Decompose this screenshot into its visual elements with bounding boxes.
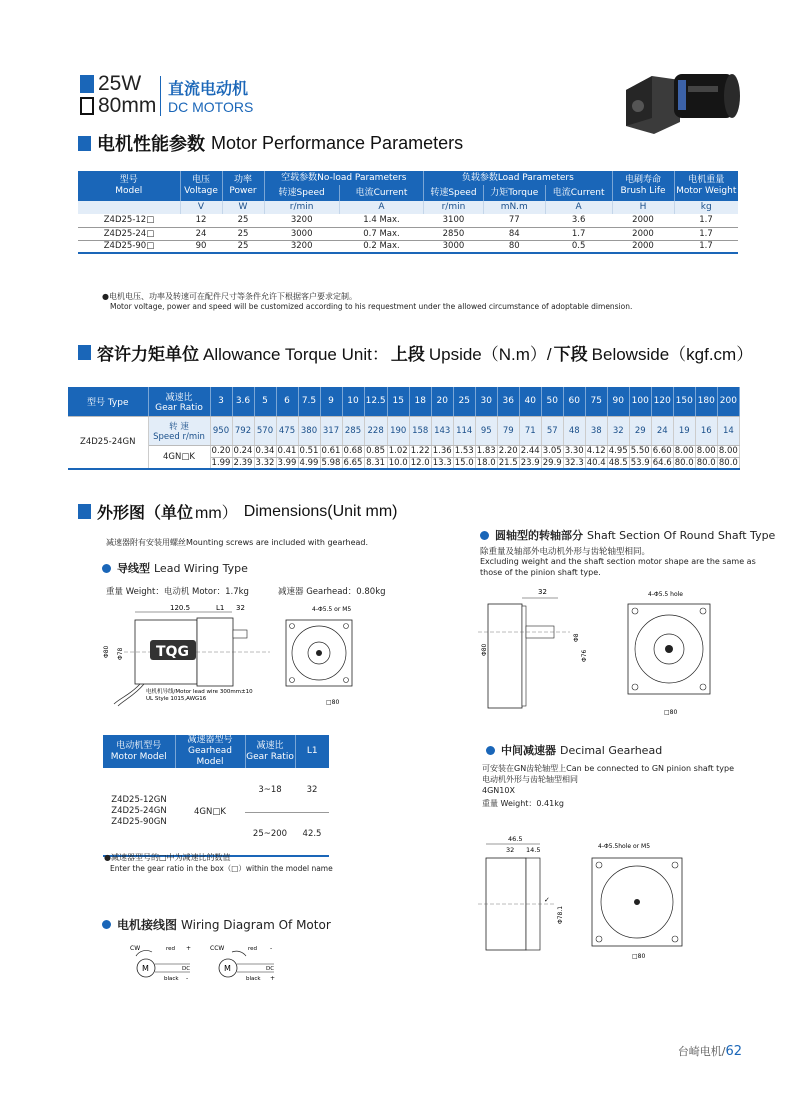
cell: 12: [180, 214, 222, 227]
upper-torque-value: 2.20: [498, 446, 518, 456]
weight-gearhead: 减速器 Gearhead：0.80kg: [278, 587, 386, 597]
h-ratio-cn: 减速比: [256, 740, 284, 751]
speed-value: 792: [232, 416, 254, 445]
wiring-diagram: [128, 942, 288, 986]
cell: Z4D25-24□: [78, 227, 180, 240]
lower-torque-value: 1.99: [211, 457, 231, 468]
model-cell: Z4D25-24GN: [68, 416, 148, 469]
svg-text:Φ8: Φ8: [573, 633, 580, 642]
torque-heading-cn2: 上段: [390, 345, 425, 365]
h-brush-cn: 电刷寿命: [624, 175, 661, 185]
lower-torque-value: 48.5: [608, 457, 628, 468]
upper-torque-value: 1.22: [410, 446, 430, 456]
h-voltage-en: Voltage: [184, 186, 218, 196]
speed-value: 29: [629, 416, 651, 445]
upper-torque-value: 8.00: [696, 446, 716, 456]
speed-value: 475: [276, 416, 298, 445]
upper-torque-value: 0.61: [321, 446, 341, 456]
sq80-label: □80: [326, 699, 340, 706]
shaft-note-en1: Excluding weight and the shaft section motor shape are the same as: [480, 557, 756, 566]
cell: 25: [222, 240, 264, 253]
upper-torque-value: 0.20: [211, 446, 231, 456]
speed-value: 38: [585, 416, 607, 445]
cell: 84: [483, 227, 545, 240]
ratio-value: 50: [541, 387, 563, 416]
heading-marker: [78, 345, 91, 360]
title-divider: [160, 76, 161, 116]
page-footer: [678, 1043, 742, 1059]
perf-heading-en: Motor Performance Parameters: [211, 132, 464, 153]
h-voltage-cn: 电压: [191, 175, 210, 185]
cell: 3.6: [545, 214, 612, 227]
cell: Z4D25-90□: [78, 240, 180, 253]
upper-torque-value: 0.41: [277, 446, 297, 456]
dims-heading-en: Dimensions(Unit mm): [243, 502, 398, 520]
ratio-value: 200: [717, 387, 739, 416]
lower-torque-value: 23.9: [520, 457, 540, 468]
weight-motor: 重量 Weight：电动机 Motor：1.7kg: [106, 587, 249, 597]
speed-value: 32: [607, 416, 629, 445]
upper-torque-value: 4.95: [608, 446, 628, 456]
ratio-value: 3.6: [232, 387, 254, 416]
lower-torque-value: 5.98: [321, 457, 341, 468]
speed-value: 380: [298, 416, 320, 445]
h-power-cn: 功率: [233, 175, 252, 185]
upper-torque-value: 1.83: [476, 446, 496, 456]
torque-heading-en3: Belowside（kgf.cm）: [591, 345, 754, 364]
lower-torque-value: 53.9: [630, 457, 650, 468]
plus-label: +: [270, 975, 276, 982]
upper-torque-value: 3.05: [542, 446, 562, 456]
speed-value: 71: [519, 416, 541, 445]
cell: 3000: [264, 227, 339, 240]
lead-wiring-heading: [102, 560, 248, 576]
h-brush-en: Brush Life: [620, 186, 666, 196]
motor-model: Z4D25-24GN: [111, 806, 167, 816]
shaft-heading: [480, 527, 775, 543]
upper-torque-value: 0.24: [233, 446, 253, 456]
lower-torque-value: 29.9: [542, 457, 562, 468]
lower-torque-value: 80.0: [674, 457, 694, 468]
decimal-note-2: 电动机外形与齿轮轴型相同: [482, 775, 578, 784]
shaft-cn: 圆轴型的转轴部分: [495, 529, 583, 542]
h-load-speed: 转速Speed: [424, 185, 484, 201]
cell: Z4D25-12□: [78, 214, 180, 227]
red-label: red: [166, 946, 176, 952]
cell: 90: [180, 240, 222, 253]
motor-product-image: [622, 60, 740, 136]
ratio-value: 10: [342, 387, 364, 416]
h-speed-en: Speed r/min: [153, 431, 205, 442]
lower-torque-value: 80.0: [718, 457, 738, 468]
wire-note-2: UL Style 1015,AWG16: [146, 696, 207, 702]
dim-l1-label: L1: [216, 604, 225, 612]
dim-32-label: 32: [236, 604, 245, 612]
svg-text:□80: □80: [664, 709, 678, 716]
lead-cn: 导线型: [117, 562, 150, 575]
speed-value: 228: [364, 416, 387, 445]
wiring-heading: [102, 916, 331, 933]
lower-torque-value: 40.4: [586, 457, 606, 468]
lower-torque-value: 15.0: [454, 457, 474, 468]
gearhead-model: 4GN□K: [175, 768, 245, 856]
speed-value: 114: [453, 416, 475, 445]
table-row: [78, 227, 738, 240]
svg-text:Φ80: Φ80: [481, 643, 488, 656]
speed-value: 19: [673, 416, 695, 445]
shaft-note-en2: those of the pinion shaft type.: [480, 568, 601, 577]
lower-torque-value: 4.99: [299, 457, 319, 468]
h-motor-cn: 电动机型号: [116, 740, 162, 751]
cell: 1.4 Max.: [339, 214, 423, 227]
ratio-value: 180: [695, 387, 717, 416]
torque-heading: [78, 340, 753, 365]
motor-symbol-m: M: [224, 964, 231, 973]
upper-torque-value: 0.34: [255, 446, 275, 456]
h-noload-speed: 转速Speed: [264, 185, 339, 201]
l1-value: 32: [295, 768, 329, 812]
speed-value: 570: [254, 416, 276, 445]
dims-heading: [78, 500, 397, 523]
ratio-value: 18: [409, 387, 431, 416]
cell: 3200: [264, 214, 339, 227]
lower-torque-value: 12.0: [410, 457, 430, 468]
unit-cell: r/min: [424, 201, 484, 214]
perf-heading-cn: 电机性能参数: [97, 134, 205, 155]
h-weight-en: Motor Weight: [676, 186, 737, 196]
dims-heading-unit: mm）: [195, 505, 238, 522]
h-ratio-cn: 减速比: [165, 392, 193, 403]
h-ratio: [148, 387, 210, 416]
gear-note-en: Enter the gear ratio in the box（□）within the model name: [110, 864, 333, 873]
h-l1: L1: [295, 735, 329, 768]
svg-text:32: 32: [506, 846, 515, 854]
gear-note-cn: ●减速器型号的□中为减速比的数值: [104, 853, 231, 862]
h-noload: 空载参数No-load Parameters: [264, 171, 424, 185]
lower-torque-value: 18.0: [476, 457, 496, 468]
h-gear-cn: 减速器型号: [187, 735, 233, 745]
speed-value: 285: [342, 416, 364, 445]
decimal-gearhead-drawing: [478, 832, 750, 962]
speed-value: 16: [695, 416, 717, 445]
ratio-value: 100: [629, 387, 651, 416]
perf-note-en: Motor voltage, power and speed will be customized according to his requestment under the allowed circumstance of adoptable dimension.: [110, 302, 633, 311]
cell: 2000: [612, 240, 674, 253]
motor-model: Z4D25-90GN: [111, 817, 167, 827]
title-block: [80, 72, 156, 118]
dims-heading-cn: 外形图（单位: [97, 503, 194, 522]
hole-label: 4-Φ5.5 or M5: [312, 606, 352, 613]
lower-torque-value: 21.5: [498, 457, 518, 468]
upper-torque-value: 8.00: [718, 446, 738, 456]
tqg-logo-text: TQG: [156, 644, 189, 660]
ratio-value: 120: [651, 387, 673, 416]
torque-heading-en1: Allowance Torque Unit：: [203, 345, 389, 364]
cell: 0.7 Max.: [339, 227, 423, 240]
ratio-value: 12.5: [364, 387, 387, 416]
black-label: black: [164, 976, 179, 982]
svg-text:Φ78.1: Φ78.1: [557, 905, 564, 924]
gear-cell: 4GN□K: [148, 445, 210, 469]
dim-120-label: 120.5: [170, 604, 191, 612]
lower-torque-value: 10.0: [388, 457, 408, 468]
cell: 24: [180, 227, 222, 240]
h-type: 型号 Type: [68, 387, 148, 416]
upper-torque-value: 8.00: [674, 446, 694, 456]
performance-table: [78, 171, 738, 254]
torque-heading-cn3: 下段: [553, 345, 588, 365]
round-shaft-drawing: [478, 582, 750, 722]
category-title-en: DC MOTORS: [168, 99, 254, 115]
cell: 1.7: [674, 214, 738, 227]
torque-table: [68, 387, 740, 470]
h-ratio-en: Gear Ratio: [155, 402, 203, 413]
svg-text:✓: ✓: [544, 896, 550, 904]
h-model-en: Model: [115, 186, 143, 196]
unit-cell: kg: [674, 201, 738, 214]
ratio-value: 40: [519, 387, 541, 416]
ratio-value: 3: [210, 387, 232, 416]
hole-label-2: 4-Φ5.5 hole: [648, 591, 683, 598]
cell: 77: [483, 214, 545, 227]
upper-torque-value: 4.12: [586, 446, 606, 456]
table-row: [78, 214, 738, 227]
unit-cell: r/min: [264, 201, 339, 214]
black-label: black: [246, 976, 261, 982]
perf-note-cn: ●电机电压、功率及转速可在配件尺寸等条件允许下根据客户要求定制。: [102, 292, 357, 301]
svg-text:Φ76: Φ76: [581, 649, 588, 662]
h-load-current: 电流Current: [545, 185, 612, 201]
motor-symbol-m: M: [142, 964, 149, 973]
h-power-en: Power: [229, 186, 257, 196]
cell: 2000: [612, 227, 674, 240]
speed-value: 79: [497, 416, 519, 445]
category-title: [168, 76, 253, 115]
decimal-note-1: 可安装在GN齿轮轴型上Can be connected to GN pinion shaft type: [482, 764, 735, 773]
lower-torque-value: 8.31: [364, 457, 387, 469]
cell: 2850: [424, 227, 484, 240]
ratio-range: 25~200: [245, 812, 295, 856]
unit-cell: H: [612, 201, 674, 214]
lead-en: Lead Wiring Type: [154, 561, 248, 575]
svg-text:Φ80: Φ80: [103, 645, 110, 658]
frame-size: 80mm: [98, 94, 157, 117]
shaft-note-cn: 除重量及轴部外电动机外形与齿轮轴型相同。: [480, 547, 651, 557]
decimal-cn: 中间减速器: [501, 744, 556, 757]
torque-heading-cn1: 容许力矩单位: [97, 345, 199, 365]
svg-text:32: 32: [538, 588, 547, 596]
speed-row: [68, 416, 740, 445]
category-title-cn: 直流电动机: [168, 79, 249, 98]
minus-label: -: [270, 945, 273, 952]
h-motor-en: Motor Model: [110, 751, 167, 762]
screws-note: 减速器附有安装用螺丝Mounting screws are included with gearhead.: [106, 538, 369, 547]
ratio-value: 9: [320, 387, 342, 416]
upper-torque-value: 2.44: [520, 446, 540, 456]
h-model-cn: 型号: [119, 175, 138, 185]
upper-torque-value: 1.02: [388, 446, 408, 456]
svg-text:Φ78: Φ78: [117, 647, 124, 660]
ratio-value: 6: [276, 387, 298, 416]
lower-torque-value: 32.3: [564, 457, 584, 468]
bullet-dot: [480, 531, 489, 540]
ccw-label: CCW: [210, 945, 225, 952]
speed-value: 14: [717, 416, 739, 445]
lead-wiring-drawing: [100, 600, 360, 712]
cell: 1.7: [545, 227, 612, 240]
h-ratio-en: Gear Ratio: [246, 751, 294, 762]
cell: 0.5: [545, 240, 612, 253]
cell: 3000: [424, 240, 484, 253]
speed-value: 95: [475, 416, 497, 445]
upper-torque-value: 0.51: [299, 446, 319, 456]
red-label: red: [248, 946, 258, 952]
speed-value: 158: [409, 416, 431, 445]
unit-cell: V: [180, 201, 222, 214]
speed-value: 950: [210, 416, 232, 445]
cell: 0.2 Max.: [339, 240, 423, 253]
cell: 3100: [424, 214, 484, 227]
ratio-value: 5: [254, 387, 276, 416]
heading-marker: [78, 504, 91, 519]
ratio-value: 36: [497, 387, 519, 416]
ratio-value: 90: [607, 387, 629, 416]
unit-cell: A: [339, 201, 423, 214]
h-load: 负载参数Load Parameters: [424, 171, 612, 185]
dim-465-label: 46.5: [508, 835, 523, 843]
cell: 2000: [612, 214, 674, 227]
wiring-cn: 电机接线图: [117, 918, 178, 932]
cell: 3200: [264, 240, 339, 253]
cell: 25: [222, 214, 264, 227]
lower-torque-value: 3.32: [255, 457, 275, 468]
unit-cell: W: [222, 201, 264, 214]
table-row: [78, 240, 738, 253]
decimal-en: Decimal Gearhead: [560, 743, 663, 757]
cw-label: CW: [130, 945, 141, 952]
ratio-value: 30: [475, 387, 497, 416]
h-noload-current: 电流Current: [339, 185, 423, 201]
upper-torque-value: 1.36: [432, 446, 452, 456]
ratio-value: 25: [453, 387, 475, 416]
lower-torque-value: 2.39: [233, 457, 253, 468]
upper-torque-value: 3.30: [564, 446, 584, 456]
h-gear-en: Gearhead Model: [187, 746, 233, 767]
unit-cell: A: [545, 201, 612, 214]
upper-torque-value: 0.85: [364, 445, 387, 457]
lower-torque-value: 13.3: [432, 457, 452, 468]
shaft-en: Shaft Section Of Round Shaft Type: [587, 528, 776, 542]
ratio-value: 15: [387, 387, 409, 416]
decimal-model: 4GN10X: [482, 786, 515, 795]
plus-label: +: [186, 945, 192, 952]
cell: 1.7: [674, 227, 738, 240]
bullet-dot: [486, 746, 495, 755]
dc-label: DC: [266, 966, 275, 972]
upper-torque-row: [68, 445, 740, 457]
power-rating: 25W: [98, 72, 142, 95]
h-speed: [148, 416, 210, 445]
wire-note-1: 电机机导线/Motor lead wire 300mm±10: [146, 689, 253, 695]
upper-torque-value: 0.68: [343, 446, 363, 456]
ratio-range: 3~18: [245, 768, 295, 812]
speed-value: 190: [387, 416, 409, 445]
minus-label: -: [186, 975, 189, 982]
speed-value: 57: [541, 416, 563, 445]
unit-cell: mN.m: [483, 201, 545, 214]
cell: 25: [222, 227, 264, 240]
heading-marker: [78, 136, 91, 151]
gear-table: [103, 735, 329, 857]
svg-text:□80: □80: [632, 953, 646, 960]
wiring-en: Wiring Diagram Of Motor: [181, 917, 331, 932]
decimal-weight: 重量 Weight：0.41kg: [482, 799, 564, 808]
outline-square-marker: [80, 97, 94, 115]
speed-value: 48: [563, 416, 585, 445]
ratio-value: 7.5: [298, 387, 320, 416]
perf-heading: [78, 130, 463, 156]
l1-value: 42.5: [295, 812, 329, 856]
ratio-value: 150: [673, 387, 695, 416]
ratio-row: [68, 387, 740, 416]
ratio-value: 60: [563, 387, 585, 416]
cell: 80: [483, 240, 545, 253]
speed-value: 143: [431, 416, 453, 445]
h-load-torque: 力矩Torque: [483, 185, 545, 201]
dc-label: DC: [182, 966, 191, 972]
decimal-heading: [486, 742, 662, 758]
lower-torque-value: 80.0: [696, 457, 716, 468]
page-number: 62: [725, 1044, 742, 1059]
dim-145-label: 14.5: [526, 846, 541, 854]
hole-label-3: 4-Φ5.5hole or M5: [598, 843, 651, 850]
ratio-value: 75: [585, 387, 607, 416]
bullet-dot: [102, 920, 111, 929]
motor-model: Z4D25-12GN: [111, 795, 167, 805]
cell: 1.7: [674, 240, 738, 253]
upper-torque-value: 6.60: [652, 446, 672, 456]
lower-torque-value: 3.99: [277, 457, 297, 468]
speed-value: 317: [320, 416, 342, 445]
footer-brand: 台崎电机/: [677, 1045, 726, 1058]
upper-torque-value: 5.50: [630, 446, 650, 456]
bullet-dot: [102, 564, 111, 573]
lower-torque-value: 64.6: [652, 457, 672, 468]
h-weight-cn: 电机重量: [688, 175, 725, 185]
torque-heading-en2: Upside（N.m）/: [428, 345, 552, 364]
speed-value: 24: [651, 416, 673, 445]
lower-torque-value: 6.65: [343, 457, 363, 468]
upper-torque-value: 1.53: [454, 446, 474, 456]
h-speed-cn: 转 速: [169, 421, 189, 432]
blue-square-marker: [80, 75, 94, 93]
ratio-value: 20: [431, 387, 453, 416]
